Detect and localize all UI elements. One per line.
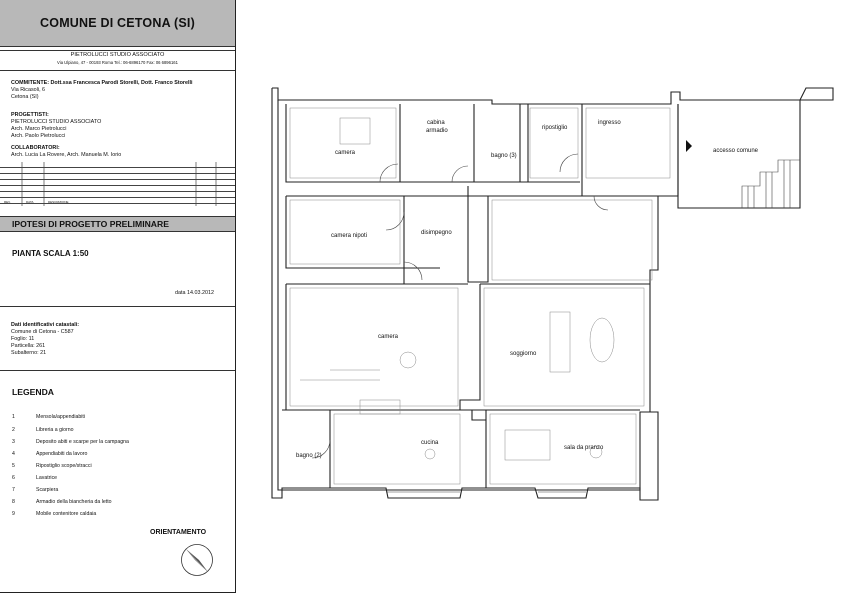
designers-label: PROGETTISTI: <box>11 112 49 118</box>
designers-line-3: Arch. Paolo Pietrolucci <box>11 133 66 139</box>
entrance-arrow-icon <box>686 140 692 152</box>
cadastral-line: Comune di Cetona - C587 <box>11 329 74 335</box>
studio-block <box>0 52 235 65</box>
cadastral-line: Particella: 261 <box>11 343 46 349</box>
designers-block <box>11 112 101 140</box>
room-label-camera: camera <box>378 334 399 340</box>
divider <box>0 50 235 51</box>
cadastral-line: Subalterno: 21 <box>11 350 47 356</box>
collaborators-block <box>11 145 121 159</box>
designers-line-2: Arch. Marco Pietrolucci <box>11 126 67 132</box>
studio-address: Via Ulpiano, 47 - 00193 Roma Tel.: 06-6896170 Fax: 06 6896161 <box>57 60 178 65</box>
project-title-band <box>0 216 235 232</box>
legend-title: LEGENDA <box>12 387 55 397</box>
cadastral-block <box>11 322 79 357</box>
title-block <box>0 0 236 593</box>
legend-item: 8 Armadio della biancheria da letto <box>12 499 112 505</box>
collaborators-label: COLLABORATORI: <box>11 145 60 151</box>
client-address-2: Cetona (SI) <box>11 94 39 100</box>
room-label-bagno3: bagno (3) <box>491 153 517 159</box>
legend-item: 3 Deposito abiti e scarpe per la campagna <box>12 439 129 445</box>
cadastral-label: Dati identificativi catastali: <box>11 322 80 328</box>
legend-item: 5 Ripostiglio scope/stracci <box>12 463 92 469</box>
room-label-disimpegno: disimpegno <box>421 230 452 236</box>
room-label-sala-da-pranzo: sala da pranzo <box>564 445 604 451</box>
divider <box>0 70 235 71</box>
client-address-1: Via Ricasoli, 6 <box>11 87 46 93</box>
revision-grid-lines <box>0 162 235 206</box>
orientation-label: ORIENTAMENTO <box>150 529 207 536</box>
cadastral-line: Foglio: 11 <box>11 336 35 342</box>
rev-col-desc: DESCRIZIONE <box>48 200 69 204</box>
room-label-bagno2: bagno (2) <box>296 453 322 459</box>
room-label-camera: camera <box>335 150 356 156</box>
revision-table <box>0 162 235 206</box>
room-label-ingresso: ingresso <box>598 120 621 126</box>
scale-label: PIANTA SCALA 1:50 <box>12 249 89 258</box>
municipality-header <box>0 0 235 47</box>
collaborators-names: Arch. Lucia La Rovere, Arch. Manuela M. Iorio <box>11 152 122 158</box>
legend-item: 9 Mobile contenitore caldaia <box>12 511 97 517</box>
room-label-cucina: cucina <box>421 440 439 446</box>
room-label-soggiorno: soggiorno <box>510 351 537 357</box>
project-title: IPOTESI DI PROGETTO PRELIMINARE <box>12 219 169 229</box>
room-label-accesso: accesso comune <box>713 148 759 154</box>
rev-col-rev: REV. <box>4 200 11 204</box>
north-arrow-icon <box>180 543 214 577</box>
client-block <box>11 80 193 101</box>
legend-item: 1 Mensola/appendiabiti <box>12 414 86 420</box>
legend-item: 6 Lavatrice <box>12 475 58 481</box>
designers-line-1: PIETROLUCCI STUDIO ASSOCIATO <box>11 119 102 125</box>
room-label-camera-nipoti: camera nipoti <box>331 233 368 239</box>
room-label-ripostiglio: ripostiglio <box>542 125 568 131</box>
legend-item: 4 Appendiabiti da lavoro <box>12 451 88 457</box>
room-label-armadio: armadio <box>426 128 448 134</box>
floor-plan <box>236 0 848 592</box>
divider <box>0 306 235 307</box>
legend-item: 2 Libreria a giorno <box>12 427 74 433</box>
room-label-cabina: cabina <box>427 120 445 126</box>
municipality-title: COMUNE DI CETONA (SI) <box>40 16 195 30</box>
studio-name: PIETROLUCCI STUDIO ASSOCIATO <box>70 52 165 58</box>
divider <box>0 370 235 371</box>
legend-item: 7 Scarpiera <box>12 487 59 493</box>
date-label: data 14.03.2012 <box>175 290 214 296</box>
rev-col-date: DATA <box>26 200 34 204</box>
client-label: COMMITENTE: Dott.ssa Francesca Parodi Storelli, Dott. Franco Storelli <box>11 80 193 86</box>
